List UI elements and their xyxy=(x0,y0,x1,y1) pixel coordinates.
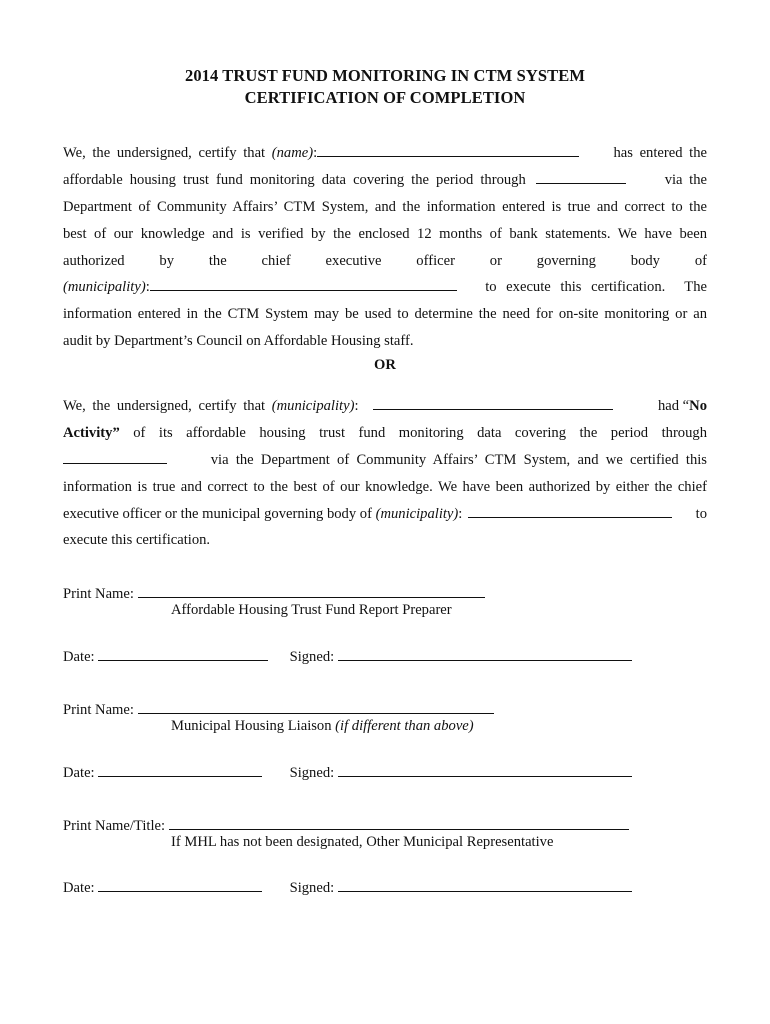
liaison-print-name-row xyxy=(63,700,494,719)
liaison-role-note: (if different than above) xyxy=(335,718,474,734)
liaison-role-caption xyxy=(171,718,474,735)
para2-l2-text: of its affordable housing trust fund monitoring data covering the period through xyxy=(119,424,707,441)
para1-line-2 xyxy=(63,167,707,194)
para2-line-5 xyxy=(63,501,707,528)
para1-l1-name-label: (name) xyxy=(271,145,314,161)
municipality-blank-3[interactable] xyxy=(468,504,672,518)
para1-line-7: information entered in the CTM System may be used to determine the need for on-site monitoring or an xyxy=(63,306,707,323)
name-blank[interactable] xyxy=(317,143,579,157)
para1-line-3: Department of Community Affairs’ CTM System, and the information entered is true and correct to the xyxy=(63,198,707,215)
para2-l5-tail: to xyxy=(695,505,707,522)
para1-line-8: audit by Department’s Council on Affordable Housing staff. xyxy=(63,333,414,350)
para2-l2-activity: Activity” xyxy=(63,424,120,441)
para1-line-5: authorized by the chief executive officer or governing body of xyxy=(63,252,707,269)
para2-l1-muni-label: (municipality) xyxy=(271,398,355,414)
para2-l1-tail xyxy=(658,393,707,420)
liaison-role-text: Municipal Housing Liaison xyxy=(171,718,336,734)
liaison-date-field[interactable] xyxy=(98,763,262,777)
representative-date-signed-row xyxy=(63,878,632,897)
para2-l1-colon: : xyxy=(354,398,359,414)
preparer-print-name-field[interactable] xyxy=(138,584,485,598)
representative-print-name-row xyxy=(63,816,629,835)
representative-print-name-label: Print Name/Title: xyxy=(63,818,166,834)
liaison-signed-label: Signed: xyxy=(289,765,335,781)
representative-date-field[interactable] xyxy=(98,878,262,892)
preparer-date-signed-row xyxy=(63,647,632,666)
para1-l1-text: We, the undersigned, certify that xyxy=(63,145,272,161)
para1-l2-text: affordable housing trust fund monitoring data covering the period through xyxy=(63,171,526,188)
para2-l5-colon: : xyxy=(458,505,463,522)
liaison-print-name-field[interactable] xyxy=(138,700,494,714)
liaison-signature-field[interactable] xyxy=(338,763,632,777)
para1-line-4: best of our knowledge and is verified by the enclosed 12 months of bank statements. We have been xyxy=(63,225,707,242)
para1-l6-muni-label: (municipality) xyxy=(63,279,146,296)
preparer-date-label: Date: xyxy=(63,649,95,665)
preparer-role-caption: Affordable Housing Trust Fund Report Preparer xyxy=(171,602,452,618)
certification-paragraph-2 xyxy=(63,393,707,554)
preparer-date-field[interactable] xyxy=(98,647,268,661)
period-through-blank[interactable] xyxy=(536,170,626,184)
liaison-print-name-label: Print Name: xyxy=(63,702,134,718)
preparer-print-name-row xyxy=(63,584,485,603)
preparer-signed-label: Signed: xyxy=(289,649,335,665)
municipality-blank-2[interactable] xyxy=(373,396,613,410)
para1-l1-colon: : xyxy=(313,145,318,161)
liaison-date-label: Date: xyxy=(63,765,95,781)
para2-l5-muni-label: (municipality) xyxy=(375,505,459,522)
preparer-signature-field[interactable] xyxy=(338,647,632,661)
para1-l1-tail: has entered the xyxy=(606,145,707,161)
form-title-line1: 2014 TRUST FUND MONITORING IN CTM SYSTEM xyxy=(184,66,586,85)
para2-line-3 xyxy=(63,447,707,474)
para1-line-6 xyxy=(63,274,707,301)
para2-l1-text: We, the undersigned, certify that xyxy=(63,398,272,414)
para2-l5-text: executive officer or the municipal governing body of xyxy=(63,505,376,522)
para2-line-4: information is true and correct to the best of our knowledge. We have been authorized by either the chief xyxy=(63,478,707,495)
para1-line-1 xyxy=(63,140,707,167)
para2-l3-text: via the Department of Community Affairs’ CTM System, and we certified this xyxy=(210,451,707,468)
representative-date-label: Date: xyxy=(63,880,95,896)
representative-signature-field[interactable] xyxy=(338,878,632,892)
no-activity-period-blank[interactable] xyxy=(63,450,167,464)
preparer-print-name-label: Print Name: xyxy=(63,586,134,602)
para1-l2-tail: via the xyxy=(664,171,707,188)
representative-signed-label: Signed: xyxy=(289,880,335,896)
para2-line-1 xyxy=(63,393,707,420)
form-title-line2: CERTIFICATION OF COMPLETION xyxy=(244,88,526,107)
representative-role-caption: If MHL has not been designated, Other Municipal Representative xyxy=(171,834,554,850)
para2-l1-had: had “ xyxy=(657,398,690,414)
para2-line-2 xyxy=(63,420,707,447)
municipality-blank-1[interactable] xyxy=(150,277,457,291)
para1-l6-colon: : xyxy=(145,279,150,296)
certification-paragraph-1 xyxy=(63,140,707,355)
or-separator: OR xyxy=(374,357,396,373)
para2-l1-no: No xyxy=(689,398,707,414)
liaison-date-signed-row xyxy=(63,763,632,782)
para1-l6-tail: to execute this certification. The xyxy=(485,279,707,296)
para2-line-6: execute this certification. xyxy=(63,532,211,549)
representative-print-name-field[interactable] xyxy=(169,816,629,830)
